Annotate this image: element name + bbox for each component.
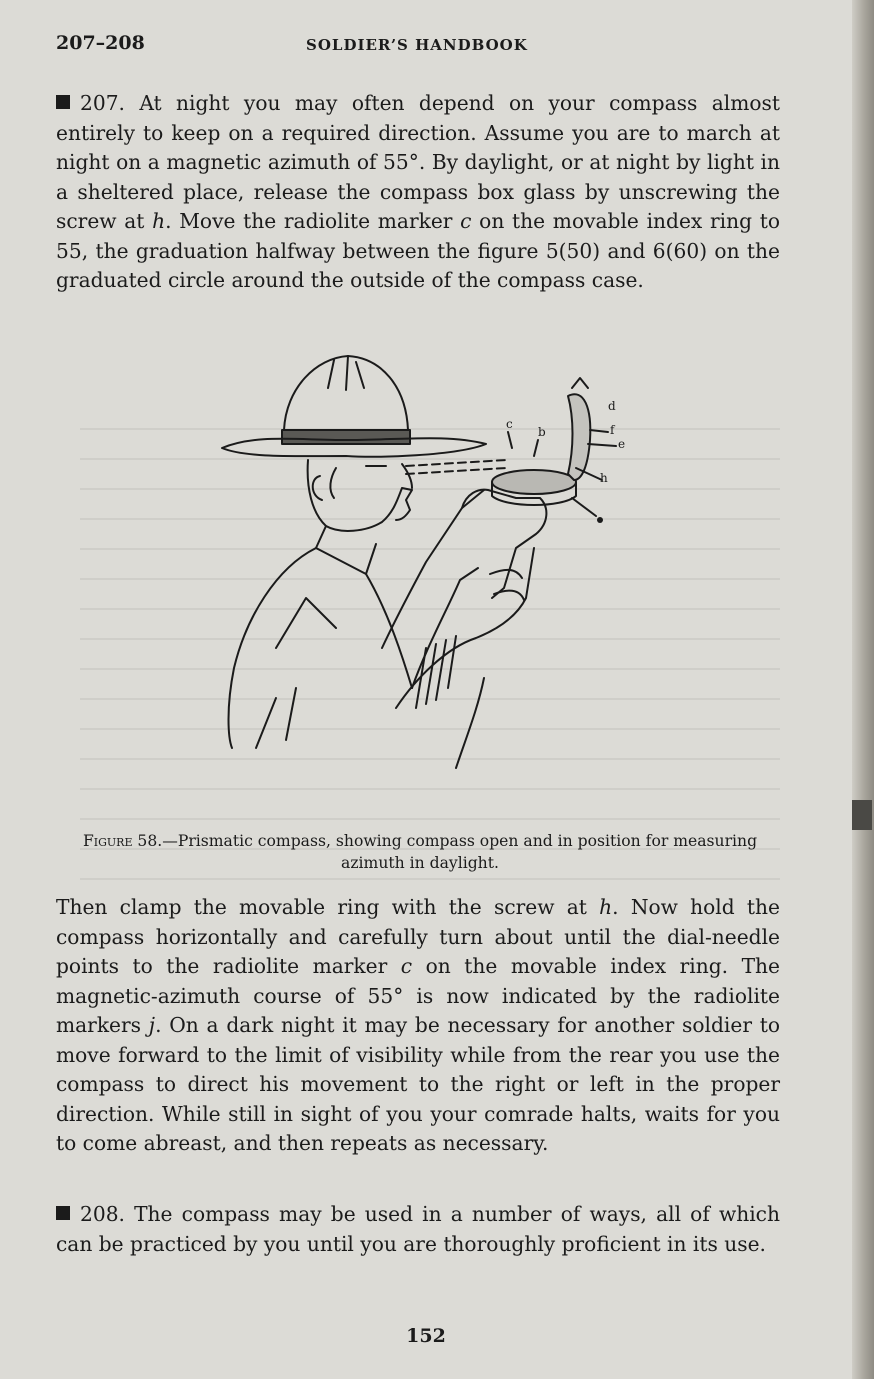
paragraph-208: 208. The compass may be used in a number of ways, all of which can be practiced by you until you are thoroughly proficient in its use. — [56, 1202, 780, 1256]
book-binding-edge — [852, 0, 874, 1379]
label-e: f — [610, 423, 615, 437]
figure-caption — [60, 830, 780, 874]
page-number: 152 — [406, 1325, 446, 1347]
paragraph-continued: Then clamp the movable ring with the screw at h. Now hold the compass horizontally and carefully turn about until the dial-needle points to the radiolite marker c on the movable index ring. The magnetic-azimuth course of 55° is now indicated by the radiolite markers j. On a dark night it may be necessary for another soldier to move forward to the limit of visibility while from the rear you use the compass to direct his movement to the right or left in the proper direction. While still in sight of you your comrade halts, waits for you to come abreast, and then repeats as necessary. — [56, 895, 781, 1155]
running-header — [56, 32, 776, 60]
caption-text: .—Prismatic compass, showing compass open and in position for measuring azimuth in daylight. — [157, 832, 758, 872]
page-tab-marker — [852, 800, 872, 830]
section-marker-icon — [56, 1206, 70, 1220]
label-d: d — [608, 399, 616, 413]
section-marker-icon — [56, 95, 70, 109]
label-f: e — [618, 437, 626, 451]
label-a: c — [506, 417, 513, 431]
header-title: SOLDIER’S HANDBOOK — [306, 36, 528, 54]
caption-label: Figure 58 — [82, 832, 158, 850]
figure-58-illustration — [216, 348, 626, 818]
paragraph-207: 207. At night you may often depend on your compass almost entirely to keep on a required direction. Assume you are to march at night on a magnetic azimuth of 55°. By daylight, or at night by light in a sheltered place, release the compass box glass by unscrewing the screw at h. Move the radiolite marker c on the movable index ring to 55, the graduation halfway between the figure 5(50) and 6(60) on the graduated circle around the outside of the compass case. — [56, 91, 780, 292]
label-b: b — [538, 425, 546, 439]
header-page-range: 207–208 — [56, 32, 145, 54]
soldier-compass-icon — [216, 348, 626, 818]
label-h: h — [600, 471, 608, 485]
